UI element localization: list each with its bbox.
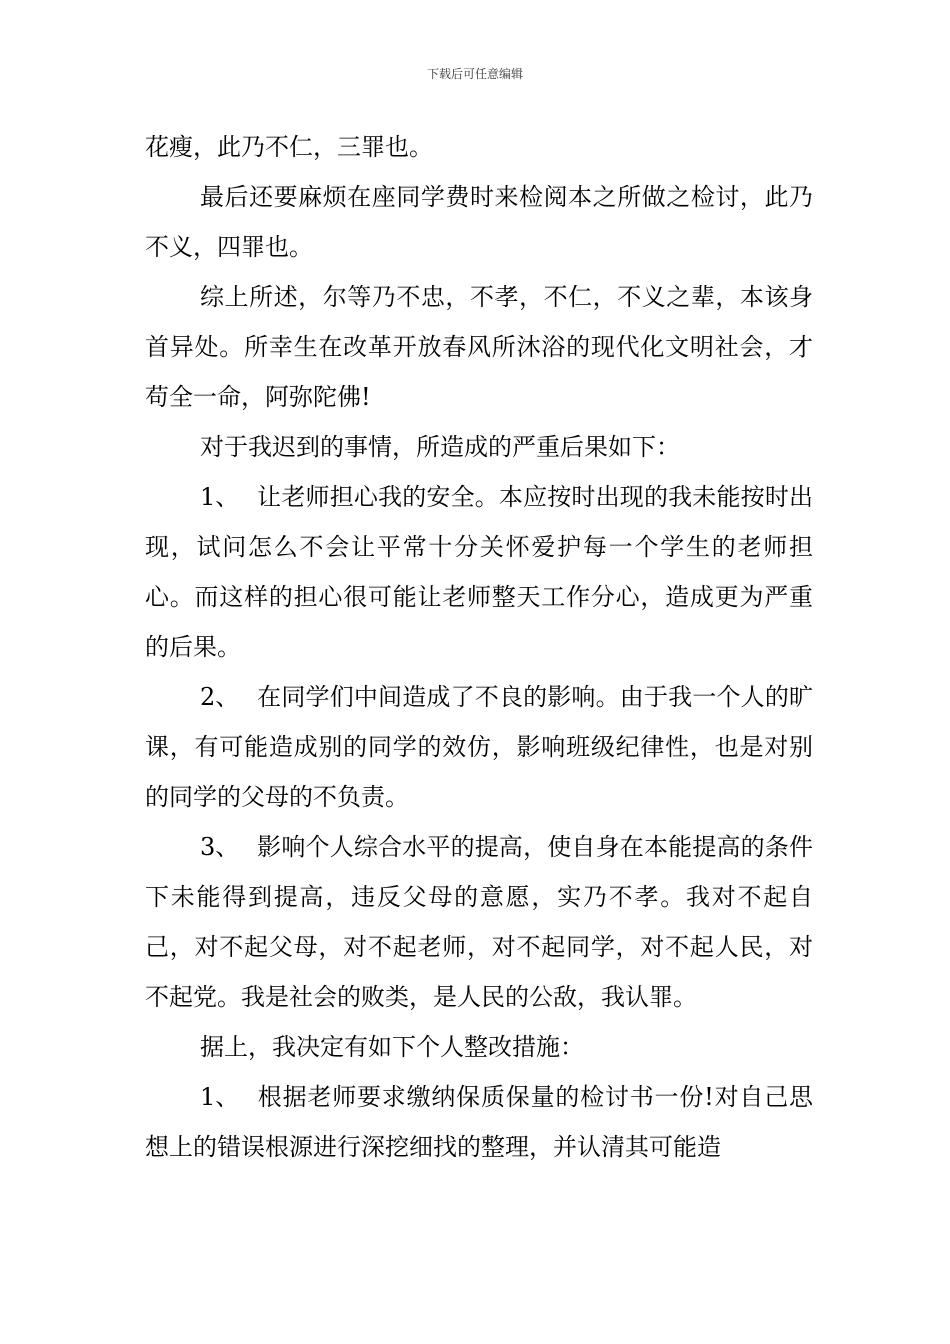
list-number: 3、 [200,833,240,861]
paragraph-text: 花瘦，此乃不仁，三罪也。 [145,133,433,161]
paragraph-text: 据上，我决定有如下个人整改措施： [200,1033,584,1061]
paragraph-text: 根据老师要求缴纳保质保量的检讨书一份!对自己思想上的错误根源进行深挖细找的整理，并认清其可能造 [145,1083,813,1161]
numbered-paragraph-3 [145,822,813,1022]
numbered-paragraph-1 [145,472,813,672]
paragraph-1 [145,122,813,172]
paragraph-text: 综上所述，尔等乃不忠，不孝，不仁，不义之辈，本该身首异处。所幸生在改革开放春风所沐浴的现代化文明社会，才苟全一命，阿弥陀佛! [145,283,813,411]
paragraph-text: 在同学们中间造成了不良的影响。由于我一个人的旷课，有可能造成别的同学的效仿，影响班级纪律性，也是对别的同学的父母的不负责。 [145,683,813,811]
paragraph-measures-intro [145,1022,813,1072]
paragraph-text: 最后还要麻烦在座同学费时来检阅本之所做之检讨，此乃不义，四罪也。 [145,183,813,261]
paragraph-3 [145,272,813,422]
paragraph-4 [145,422,813,472]
list-number: 2、 [200,683,240,711]
list-number: 1、 [200,1083,240,1111]
document-body [145,122,813,1172]
list-number: 1、 [200,483,240,511]
paragraph-text: 对于我迟到的事情，所造成的严重后果如下： [200,433,680,461]
page-header: 下载后可任意编辑 [426,67,523,81]
paragraph-2 [145,172,813,272]
paragraph-text: 让老师担心我的安全。本应按时出现的我未能按时出现，试问怎么不会让平常十分关怀爱护每一个学生的老师担心。而这样的担心很可能让老师整天工作分心，造成更为严重的后果。 [145,483,813,661]
numbered-paragraph-2 [145,672,813,822]
paragraph-text: 影响个人综合水平的提高，使自身在本能提高的条件下未能得到提高，违反父母的意愿，实乃不孝。我对不起自己，对不起父母，对不起老师，对不起同学，对不起人民，对不起党。我是社会的败类，是人民的公敌，我认罪。 [145,833,813,1011]
numbered-measure-1 [145,1072,813,1172]
